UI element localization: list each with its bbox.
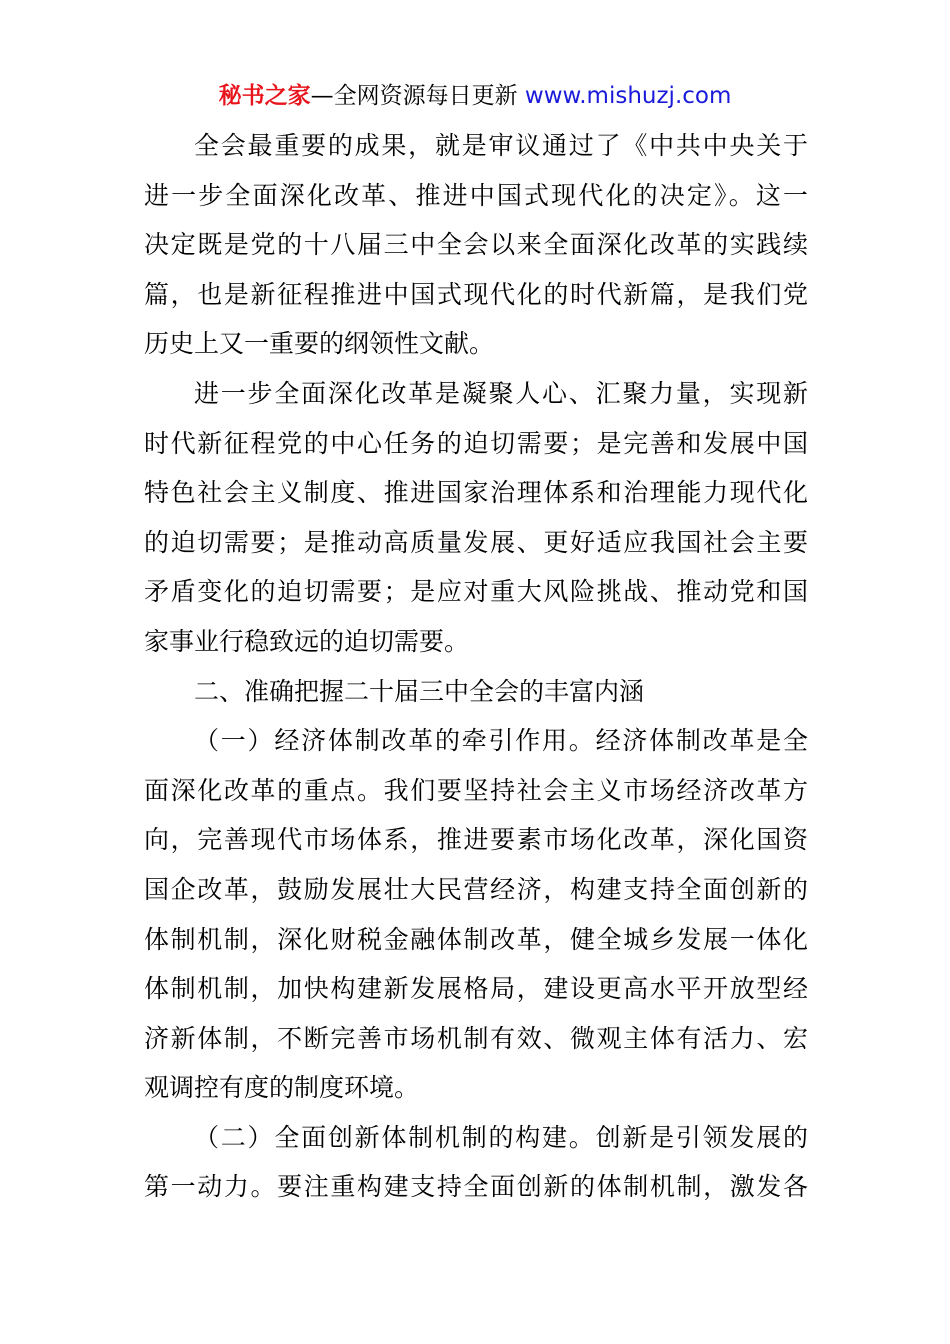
text-line: 观调控有度的制度环境。 [144,1073,420,1103]
text-line: 国企改革，鼓励发展壮大民营经济，构建支持全面创新的 [144,874,808,904]
text-line: 篇，也是新征程推进中国式现代化的时代新篇，是我们党 [144,279,808,309]
text-line: 进一步全面深化改革是凝聚人心、汇聚力量，实现新 [194,378,808,408]
site-brand: 秘书之家 [218,83,311,109]
text-line: 的迫切需要；是推动高质量发展、更好适应我国社会主要 [144,527,808,557]
text-line: 决定既是党的十八届三中全会以来全面深化改革的实践续 [144,230,808,260]
site-url-link[interactable]: www.mishuzj.com [524,83,732,109]
text-line: 历史上又一重要的纲领性文献。 [144,329,495,359]
document-body [144,121,808,1212]
text-line: 矛盾变化的迫切需要；是应对重大风险挑战、推动党和国 [144,577,808,607]
text-line: （一）经济体制改革的牵引作用。经济体制改革是全 [194,726,808,756]
text-line: （二）全面创新体制机制的构建。创新是引领发展的 [194,1122,808,1152]
text-line: 时代新征程党的中心任务的迫切需要；是完善和发展中国 [144,428,808,458]
site-tagline: —全网资源每日更新 [310,83,518,109]
text-line: 进一步全面深化改革、推进中国式现代化的决定》。这一 [144,180,808,210]
text-line: 济新体制，不断完善市场机制有效、微观主体有活力、宏 [144,1023,808,1053]
text-line: 面深化改革的重点。我们要坚持社会主义市场经济改革方 [144,775,808,805]
text-line: 二、准确把握二十届三中全会的丰富内涵 [194,676,645,706]
text-line: 体制机制，深化财税金融体制改革，健全城乡发展一体化 [144,924,808,954]
text-line: 特色社会主义制度、推进国家治理体系和治理能力现代化 [144,478,808,508]
text-line: 家事业行稳致远的迫切需要。 [144,626,470,656]
text-line: 全会最重要的成果，就是审议通过了《中共中央关于 [194,131,808,160]
text-line: 向，完善现代市场体系，推进要素市场化改革，深化国资 [144,825,808,855]
text-line: 体制机制，加快构建新发展格局，建设更高水平开放型经 [144,974,808,1004]
site-header [0,80,950,112]
text-line: 第一动力。要注重构建支持全面创新的体制机制，激发各 [144,1172,808,1202]
